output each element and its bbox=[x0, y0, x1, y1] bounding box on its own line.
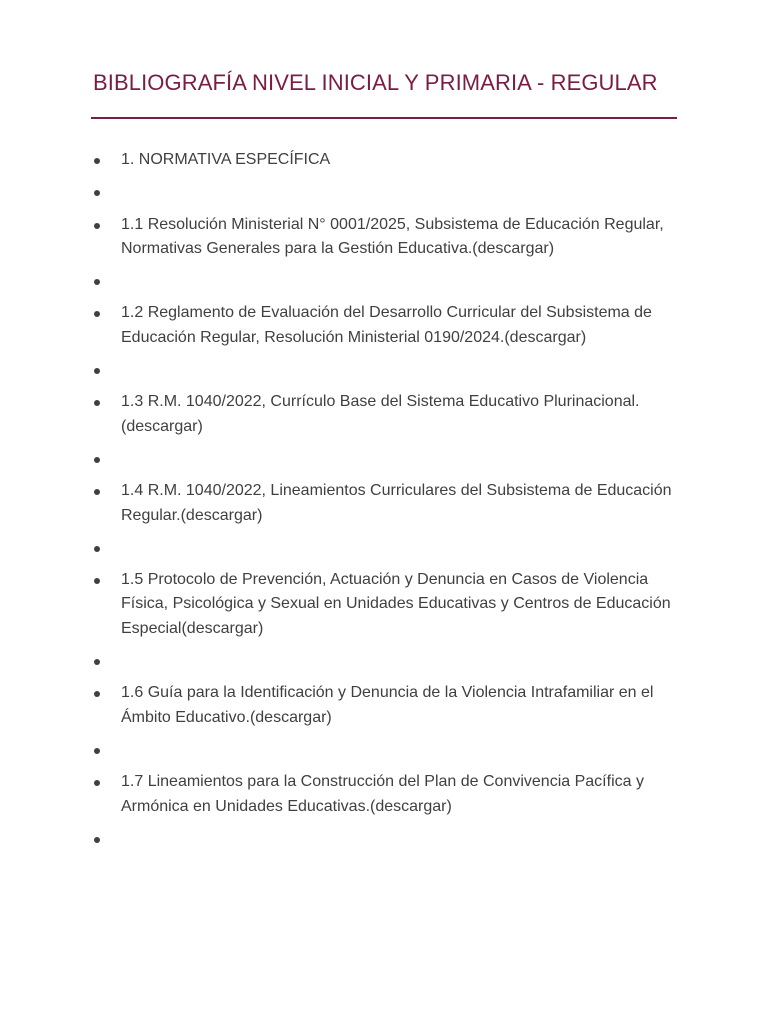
list-item bbox=[0, 358, 768, 382]
list-item-text: 1.3 R.M. 1040/2022, Currículo Base del Sistema Educativo Plurinacional.(descargar) bbox=[121, 393, 640, 435]
bullet-icon bbox=[94, 457, 100, 463]
list-item bbox=[0, 479, 768, 528]
list-item bbox=[0, 827, 768, 851]
bullet-icon bbox=[94, 223, 100, 229]
bullet-icon bbox=[94, 780, 100, 786]
bullet-icon bbox=[94, 837, 100, 843]
list-item-text: 1.2 Reglamento de Evaluación del Desarrollo Curricular del Subsistema de Educación Regular, Resolución Ministerial 0190/2024.(descargar) bbox=[121, 304, 652, 346]
list-item bbox=[0, 301, 768, 350]
list-item bbox=[0, 148, 768, 172]
list-item bbox=[0, 649, 768, 673]
list-item bbox=[0, 447, 768, 471]
list-item-text: 1.4 R.M. 1040/2022, Lineamientos Curriculares del Subsistema de Educación Regular.(descargar) bbox=[121, 482, 672, 524]
list-item bbox=[0, 738, 768, 762]
bullet-icon bbox=[94, 489, 100, 495]
list-item bbox=[0, 269, 768, 293]
document-title: BIBLIOGRAFÍA NIVEL INICIAL Y PRIMARIA - REGULAR bbox=[93, 70, 658, 95]
title-divider bbox=[91, 117, 677, 119]
list-item-text: 1. NORMATIVA ESPECÍFICA bbox=[121, 151, 331, 168]
bullet-icon bbox=[94, 748, 100, 754]
list-item-text: 1.5 Protocolo de Prevención, Actuación y Denuncia en Casos de Violencia Física, Psicológica y Sexual en Unidades Educativas y Centros de Educación Especial(descargar) bbox=[121, 571, 671, 637]
bullet-icon bbox=[94, 400, 100, 406]
list-item bbox=[0, 536, 768, 560]
bullet-icon bbox=[94, 578, 100, 584]
bullet-icon bbox=[94, 279, 100, 285]
list-item-text: 1.6 Guía para la Identificación y Denuncia de la Violencia Intrafamiliar en el Ámbito Educativo.(descargar) bbox=[121, 684, 654, 726]
bullet-icon bbox=[94, 311, 100, 317]
bullet-icon bbox=[94, 659, 100, 665]
bullet-icon bbox=[94, 691, 100, 697]
bullet-icon bbox=[94, 368, 100, 374]
list-item bbox=[0, 390, 768, 439]
list-item bbox=[0, 180, 768, 204]
list-item bbox=[0, 213, 768, 262]
list-item bbox=[0, 568, 768, 641]
bibliography-list bbox=[0, 148, 768, 851]
bullet-icon bbox=[94, 546, 100, 552]
list-item-text: 1.1 Resolución Ministerial N° 0001/2025, Subsistema de Educación Regular, Normativas Generales para la Gestión Educativa.(descargar) bbox=[121, 215, 664, 257]
list-item bbox=[0, 681, 768, 730]
bullet-icon bbox=[94, 190, 100, 196]
bullet-icon bbox=[94, 158, 100, 164]
list-item bbox=[0, 770, 768, 819]
list-item-text: 1.7 Lineamientos para la Construcción del Plan de Convivencia Pacífica y Armónica en Unidades Educativas.(descargar) bbox=[121, 773, 644, 815]
